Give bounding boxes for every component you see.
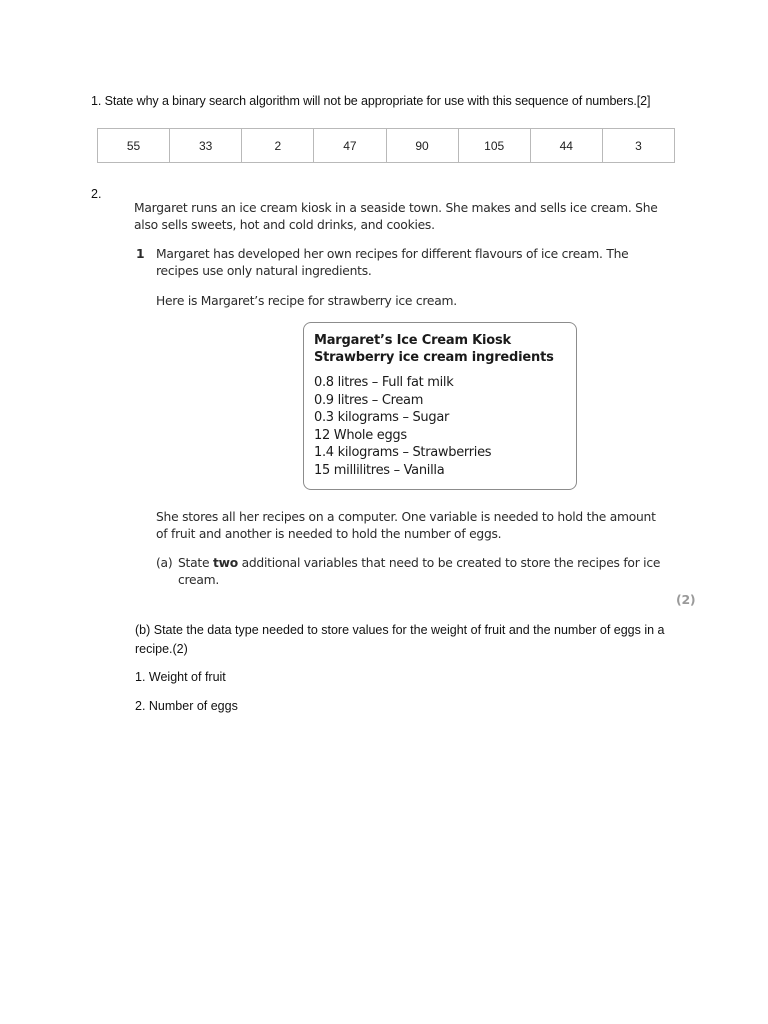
sub-question-text: Margaret has developed her own recipes for different flavours of ice cream. The recipes use only natural ingredients. <box>156 247 629 278</box>
sequence-cell: 2 <box>242 129 314 163</box>
part-a-text-after: additional variables that need to be created to store the recipes for ice cream. <box>178 556 661 587</box>
sequence-cell: 33 <box>170 129 242 163</box>
question-2-number: 2. <box>91 187 102 201</box>
part-a-marks: (2) <box>676 592 696 607</box>
sequence-cell: 44 <box>530 129 602 163</box>
ingredient-item: 0.9 litres – Cream <box>314 392 424 408</box>
sequence-cell: 47 <box>314 129 386 163</box>
part-a-text <box>178 555 668 589</box>
recipe-subtitle: Strawberry ice cream ingredients <box>314 350 554 365</box>
part-a-text-before: State <box>178 556 213 570</box>
part-b-text: (b) State the data type needed to store values for the weight of fruit and the number of eggs in a recipe.(2) <box>135 623 665 656</box>
number-sequence-table <box>97 128 675 163</box>
answer-weight-of-fruit: 1. Weight of fruit <box>135 670 226 684</box>
ingredient-item: 12 Whole eggs <box>314 427 407 443</box>
ingredient-item: 0.8 litres – Full fat milk <box>314 375 454 390</box>
recipe-intro: Here is Margaret’s recipe for strawberry ice cream. <box>156 294 457 308</box>
ingredient-item: 15 millilitres – Vanilla <box>314 462 445 478</box>
sequence-cell: 90 <box>386 129 458 163</box>
sequence-cell: 3 <box>602 129 674 163</box>
part-a-label: (a) <box>156 556 173 570</box>
sub-question-number: 1 <box>136 247 145 261</box>
storage-description: She stores all her recipes on a computer. One variable is needed to hold the amount of fruit and another is needed to hold the number of eggs. <box>156 510 656 541</box>
scenario-intro: Margaret runs an ice cream kiosk in a seaside town. She makes and sells ice cream. She also sells sweets, hot and cold drinks, and cookies. <box>134 201 658 232</box>
table-row <box>98 129 675 163</box>
sequence-cell: 55 <box>98 129 170 163</box>
sequence-cell: 105 <box>458 129 530 163</box>
recipe-title: Margaret’s Ice Cream Kiosk <box>314 333 511 348</box>
part-a-emphasis: two <box>212 556 238 570</box>
ingredient-list <box>314 374 566 479</box>
ingredient-item: 0.3 kilograms – Sugar <box>314 410 450 425</box>
recipe-box <box>303 322 577 490</box>
ingredient-item: 1.4 kilograms – Strawberries <box>314 445 492 460</box>
answer-number-of-eggs: 2. Number of eggs <box>135 699 238 713</box>
question-1-text: 1. State why a binary search algorithm will not be appropriate for use with this sequence of numbers.[2] <box>91 94 651 108</box>
